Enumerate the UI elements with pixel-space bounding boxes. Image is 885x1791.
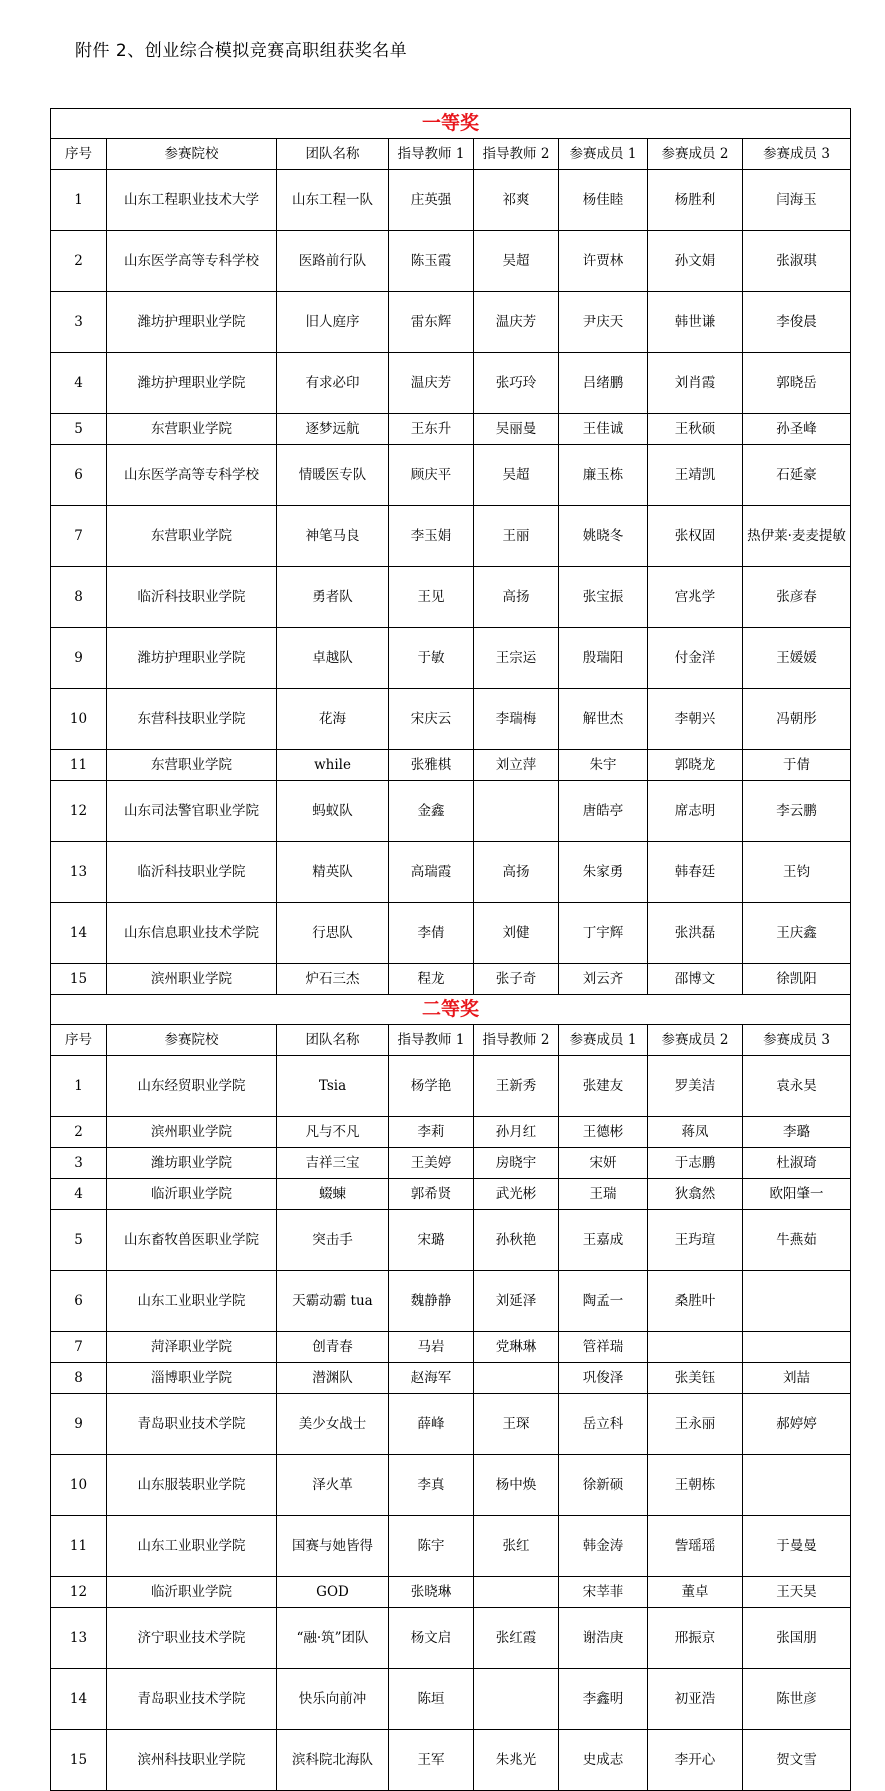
table-cell: 吕绪鹏 xyxy=(559,353,648,414)
table-cell: 武光彬 xyxy=(474,1179,559,1210)
table-cell: 医路前行队 xyxy=(277,231,389,292)
table-cell: 王琛 xyxy=(474,1394,559,1455)
table-cell: 党琳琳 xyxy=(474,1332,559,1363)
table-cell: 陈玉霞 xyxy=(389,231,474,292)
table-cell: 朱宇 xyxy=(559,750,648,781)
table-cell: 6 xyxy=(51,1271,107,1332)
table-cell: 12 xyxy=(51,781,107,842)
table-row xyxy=(51,1608,851,1669)
table-cell: 蚂蚁队 xyxy=(277,781,389,842)
table-cell: 14 xyxy=(51,903,107,964)
table-cell: 山东工程职业技术大学 xyxy=(107,170,277,231)
table-row xyxy=(51,445,851,506)
table-cell: 菏泽职业学院 xyxy=(107,1332,277,1363)
table-cell: 高瑞霞 xyxy=(389,842,474,903)
table-cell: 滨科院北海队 xyxy=(277,1730,389,1791)
table-cell: 王见 xyxy=(389,567,474,628)
column-header: 参赛成员 1 xyxy=(559,139,648,170)
table-cell: 泽火革 xyxy=(277,1455,389,1516)
table-cell: 吴超 xyxy=(474,445,559,506)
table-cell: 于志鹏 xyxy=(648,1148,743,1179)
table-cell: 精英队 xyxy=(277,842,389,903)
table-cell: 潍坊护理职业学院 xyxy=(107,628,277,689)
table-cell xyxy=(474,1363,559,1394)
table-cell: 东营职业学院 xyxy=(107,414,277,445)
table-row xyxy=(51,231,851,292)
table-cell: 朱家勇 xyxy=(559,842,648,903)
table-cell: 山东工程一队 xyxy=(277,170,389,231)
table-cell: 杜淑琦 xyxy=(743,1148,851,1179)
award-table xyxy=(50,108,851,1791)
table-cell: 李朝兴 xyxy=(648,689,743,750)
table-cell: 邵博文 xyxy=(648,964,743,995)
table-row xyxy=(51,1332,851,1363)
table-cell: 快乐向前冲 xyxy=(277,1669,389,1730)
table-row xyxy=(51,1516,851,1577)
table-cell: 殷瑞阳 xyxy=(559,628,648,689)
table-cell: 朱兆光 xyxy=(474,1730,559,1791)
table-cell: 张洪磊 xyxy=(648,903,743,964)
table-cell: 管祥瑞 xyxy=(559,1332,648,1363)
table-cell: 李莉 xyxy=(389,1117,474,1148)
table-cell: 顾庆平 xyxy=(389,445,474,506)
column-header: 指导教师 2 xyxy=(474,1025,559,1056)
column-header: 参赛成员 3 xyxy=(743,139,851,170)
table-cell: 孙月红 xyxy=(474,1117,559,1148)
table-cell: 李瑞梅 xyxy=(474,689,559,750)
table-cell: 程龙 xyxy=(389,964,474,995)
table-cell: 刘延泽 xyxy=(474,1271,559,1332)
table-cell: 许贾林 xyxy=(559,231,648,292)
table-cell: 李云鹏 xyxy=(743,781,851,842)
table-cell: 8 xyxy=(51,1363,107,1394)
table-cell: 王庆鑫 xyxy=(743,903,851,964)
table-cell: 13 xyxy=(51,1608,107,1669)
table-cell: 王媛媛 xyxy=(743,628,851,689)
table-cell: 王佳诚 xyxy=(559,414,648,445)
table-cell: 于敏 xyxy=(389,628,474,689)
table-cell: 情暖医专队 xyxy=(277,445,389,506)
table-cell: 东营科技职业学院 xyxy=(107,689,277,750)
table-cell: 山东医学高等专科学校 xyxy=(107,445,277,506)
table-cell: 巩俊泽 xyxy=(559,1363,648,1394)
table-cell: 11 xyxy=(51,1516,107,1577)
table-cell: 王瑞 xyxy=(559,1179,648,1210)
table-cell: 庄英强 xyxy=(389,170,474,231)
table-cell: 济宁职业技术学院 xyxy=(107,1608,277,1669)
table-cell: 宋璐 xyxy=(389,1210,474,1271)
table-cell: 王东升 xyxy=(389,414,474,445)
column-header: 参赛院校 xyxy=(107,139,277,170)
table-row xyxy=(51,1730,851,1791)
table-cell: 山东工业职业学院 xyxy=(107,1516,277,1577)
table-cell xyxy=(474,1669,559,1730)
table-cell: 杨文启 xyxy=(389,1608,474,1669)
table-cell: 徐新硕 xyxy=(559,1455,648,1516)
table-row xyxy=(51,1056,851,1117)
table-cell: 张晓琳 xyxy=(389,1577,474,1608)
table-cell: 张建友 xyxy=(559,1056,648,1117)
table-cell: 唐皓亭 xyxy=(559,781,648,842)
table-cell xyxy=(648,1332,743,1363)
table-cell: 赵海军 xyxy=(389,1363,474,1394)
table-cell: 郭晓龙 xyxy=(648,750,743,781)
table-cell: 滨州科技职业学院 xyxy=(107,1730,277,1791)
table-row xyxy=(51,1363,851,1394)
column-header: 团队名称 xyxy=(277,1025,389,1056)
table-cell: 9 xyxy=(51,1394,107,1455)
table-cell: “融·筑”团队 xyxy=(277,1608,389,1669)
table-cell: 韩春廷 xyxy=(648,842,743,903)
table-cell: 徐凯阳 xyxy=(743,964,851,995)
table-cell: 郭晓岳 xyxy=(743,353,851,414)
table-row xyxy=(51,567,851,628)
table-cell: while xyxy=(277,750,389,781)
table-cell: 山东畜牧兽医职业学院 xyxy=(107,1210,277,1271)
table-cell: 訾瑶瑶 xyxy=(648,1516,743,1577)
table-cell: 15 xyxy=(51,964,107,995)
table-cell: 王钧 xyxy=(743,842,851,903)
table-cell: 山东工业职业学院 xyxy=(107,1271,277,1332)
table-cell: 宋庆云 xyxy=(389,689,474,750)
column-header: 参赛成员 3 xyxy=(743,1025,851,1056)
column-header: 参赛成员 2 xyxy=(648,139,743,170)
table-cell: 临沂科技职业学院 xyxy=(107,842,277,903)
table-cell: 冯朝彤 xyxy=(743,689,851,750)
table-cell: 张彦春 xyxy=(743,567,851,628)
table-cell: 李开心 xyxy=(648,1730,743,1791)
table-cell: 山东司法警官职业学院 xyxy=(107,781,277,842)
table-cell: 张权固 xyxy=(648,506,743,567)
table-cell: 临沂科技职业学院 xyxy=(107,567,277,628)
table-cell: 房晓宇 xyxy=(474,1148,559,1179)
table-cell: 张美钰 xyxy=(648,1363,743,1394)
table-cell: 东营职业学院 xyxy=(107,750,277,781)
table-cell: 孙文娟 xyxy=(648,231,743,292)
table-cell: 王宗运 xyxy=(474,628,559,689)
section-title-row xyxy=(51,995,851,1025)
table-cell: 陈垣 xyxy=(389,1669,474,1730)
table-cell: 郭希贤 xyxy=(389,1179,474,1210)
table-cell: 7 xyxy=(51,506,107,567)
table-row xyxy=(51,781,851,842)
table-cell: 3 xyxy=(51,1148,107,1179)
table-cell xyxy=(474,781,559,842)
table-cell: 1 xyxy=(51,170,107,231)
table-row xyxy=(51,628,851,689)
table-cell: 初亚浩 xyxy=(648,1669,743,1730)
table-cell: 于倩 xyxy=(743,750,851,781)
table-cell: 14 xyxy=(51,1669,107,1730)
column-header: 序号 xyxy=(51,1025,107,1056)
header-row xyxy=(51,1025,851,1056)
column-header: 参赛成员 1 xyxy=(559,1025,648,1056)
table-cell: 尹庆天 xyxy=(559,292,648,353)
table-cell: 5 xyxy=(51,1210,107,1271)
table-cell: 石延豪 xyxy=(743,445,851,506)
table-cell: 10 xyxy=(51,689,107,750)
table-cell: 2 xyxy=(51,1117,107,1148)
table-cell: 炉石三杰 xyxy=(277,964,389,995)
table-cell: 旧人庭序 xyxy=(277,292,389,353)
table-cell: 姚晓冬 xyxy=(559,506,648,567)
document-title: 附件 2、创业综合模拟竞赛高职组获奖名单 xyxy=(75,41,408,61)
table-cell: 孙秋艳 xyxy=(474,1210,559,1271)
table-cell: 张红霞 xyxy=(474,1608,559,1669)
table-cell: 潜渊队 xyxy=(277,1363,389,1394)
table-cell: 东营职业学院 xyxy=(107,506,277,567)
table-cell: 刘立萍 xyxy=(474,750,559,781)
table-cell: 陈世彦 xyxy=(743,1669,851,1730)
table-row xyxy=(51,353,851,414)
table-cell: 罗美洁 xyxy=(648,1056,743,1117)
table-row xyxy=(51,1394,851,1455)
table-row xyxy=(51,1577,851,1608)
table-row xyxy=(51,1210,851,1271)
table-cell: 美少女战士 xyxy=(277,1394,389,1455)
table-cell: 滨州职业学院 xyxy=(107,1117,277,1148)
table-cell xyxy=(743,1271,851,1332)
table-cell: 张红 xyxy=(474,1516,559,1577)
table-cell: 11 xyxy=(51,750,107,781)
table-cell: 山东信息职业技术学院 xyxy=(107,903,277,964)
section-title-row xyxy=(51,109,851,139)
table-cell: 临沂职业学院 xyxy=(107,1179,277,1210)
table-cell: 董卓 xyxy=(648,1577,743,1608)
table-cell: 2 xyxy=(51,231,107,292)
table-row xyxy=(51,1179,851,1210)
table-cell: 温庆芳 xyxy=(389,353,474,414)
table-cell: 蝃蝀 xyxy=(277,1179,389,1210)
table-cell: 闫海玉 xyxy=(743,170,851,231)
table-cell: 廉玉栋 xyxy=(559,445,648,506)
table-cell: 祁爽 xyxy=(474,170,559,231)
section-title: 二等奖 xyxy=(51,995,851,1025)
table-cell: 王天昊 xyxy=(743,1577,851,1608)
table-cell: 王新秀 xyxy=(474,1056,559,1117)
table-cell: 谢浩庚 xyxy=(559,1608,648,1669)
table-cell xyxy=(474,1577,559,1608)
table-cell: 刘喆 xyxy=(743,1363,851,1394)
table-cell: 欧阳肇一 xyxy=(743,1179,851,1210)
table-cell: 潍坊职业学院 xyxy=(107,1148,277,1179)
table-cell: 山东服装职业学院 xyxy=(107,1455,277,1516)
table-cell: 解世杰 xyxy=(559,689,648,750)
table-cell: 潍坊护理职业学院 xyxy=(107,292,277,353)
table-row xyxy=(51,506,851,567)
table-row xyxy=(51,903,851,964)
table-cell: 滨州职业学院 xyxy=(107,964,277,995)
table-cell: 郝婷婷 xyxy=(743,1394,851,1455)
column-header: 参赛成员 2 xyxy=(648,1025,743,1056)
table-cell: 王秋硕 xyxy=(648,414,743,445)
table-cell: 突击手 xyxy=(277,1210,389,1271)
table-cell: 金鑫 xyxy=(389,781,474,842)
table-cell: 桑胜叶 xyxy=(648,1271,743,1332)
table-cell: 岳立科 xyxy=(559,1394,648,1455)
table-cell: 刘云齐 xyxy=(559,964,648,995)
table-cell: 刘肖霞 xyxy=(648,353,743,414)
table-cell: 神笔马良 xyxy=(277,506,389,567)
table-cell: 王军 xyxy=(389,1730,474,1791)
table-cell: 天霸动霸 tua xyxy=(277,1271,389,1332)
table-cell: 张子奇 xyxy=(474,964,559,995)
table-cell: 凡与不凡 xyxy=(277,1117,389,1148)
header-row xyxy=(51,139,851,170)
table-cell: 于曼曼 xyxy=(743,1516,851,1577)
table-cell: 张雅棋 xyxy=(389,750,474,781)
table-cell: 狄翕然 xyxy=(648,1179,743,1210)
table-cell: 吴超 xyxy=(474,231,559,292)
table-cell: 付金洋 xyxy=(648,628,743,689)
table-cell: 宫兆学 xyxy=(648,567,743,628)
table-cell: 高扬 xyxy=(474,842,559,903)
table-cell: 15 xyxy=(51,1730,107,1791)
column-header: 指导教师 1 xyxy=(389,139,474,170)
table-cell: 4 xyxy=(51,1179,107,1210)
table-row xyxy=(51,1455,851,1516)
table-cell: 席志明 xyxy=(648,781,743,842)
table-cell: 陶孟一 xyxy=(559,1271,648,1332)
table-cell: 贺文雪 xyxy=(743,1730,851,1791)
table-cell: 史成志 xyxy=(559,1730,648,1791)
table-cell: 潍坊护理职业学院 xyxy=(107,353,277,414)
column-header: 团队名称 xyxy=(277,139,389,170)
table-cell xyxy=(743,1332,851,1363)
table-cell: 3 xyxy=(51,292,107,353)
table-cell: 孙圣峰 xyxy=(743,414,851,445)
table-cell: 吴丽曼 xyxy=(474,414,559,445)
table-cell: 邢振京 xyxy=(648,1608,743,1669)
table-cell: 青岛职业技术学院 xyxy=(107,1669,277,1730)
table-cell: 花海 xyxy=(277,689,389,750)
table-cell: 马岩 xyxy=(389,1332,474,1363)
table-row xyxy=(51,1271,851,1332)
table-cell: 王嘉成 xyxy=(559,1210,648,1271)
table-cell: 韩世谦 xyxy=(648,292,743,353)
table-row xyxy=(51,750,851,781)
table-cell: Tsia xyxy=(277,1056,389,1117)
table-cell: 宋妍 xyxy=(559,1148,648,1179)
table-cell: 薛峰 xyxy=(389,1394,474,1455)
table-cell: 杨胜利 xyxy=(648,170,743,231)
table-cell: 雷东辉 xyxy=(389,292,474,353)
table-cell: 王玙瑄 xyxy=(648,1210,743,1271)
table-row xyxy=(51,1117,851,1148)
table-cell: 刘健 xyxy=(474,903,559,964)
column-header: 指导教师 2 xyxy=(474,139,559,170)
table-cell: 13 xyxy=(51,842,107,903)
table-cell: 国赛与她皆得 xyxy=(277,1516,389,1577)
table-cell: 9 xyxy=(51,628,107,689)
table-row xyxy=(51,292,851,353)
table-cell: 勇者队 xyxy=(277,567,389,628)
table-cell: 临沂职业学院 xyxy=(107,1577,277,1608)
table-cell: 创青春 xyxy=(277,1332,389,1363)
table-cell: 王美婷 xyxy=(389,1148,474,1179)
table-cell: 李倩 xyxy=(389,903,474,964)
table-cell: 王德彬 xyxy=(559,1117,648,1148)
table-cell: 山东医学高等专科学校 xyxy=(107,231,277,292)
table-cell: 卓越队 xyxy=(277,628,389,689)
table-cell: 李玉娟 xyxy=(389,506,474,567)
table-cell: 7 xyxy=(51,1332,107,1363)
table-cell: 4 xyxy=(51,353,107,414)
table-cell: 宋莘菲 xyxy=(559,1577,648,1608)
table-cell: 热伊莱·麦麦提敏 xyxy=(743,506,851,567)
table-cell: 12 xyxy=(51,1577,107,1608)
table-cell: 温庆芳 xyxy=(474,292,559,353)
table-cell: 6 xyxy=(51,445,107,506)
table-cell: 李璐 xyxy=(743,1117,851,1148)
table-cell: 李俊晨 xyxy=(743,292,851,353)
table-cell: 丁宇辉 xyxy=(559,903,648,964)
table-cell: 张巧玲 xyxy=(474,353,559,414)
table-cell: 杨佳睦 xyxy=(559,170,648,231)
table-cell: 5 xyxy=(51,414,107,445)
table-cell: 吉祥三宝 xyxy=(277,1148,389,1179)
section-title: 一等奖 xyxy=(51,109,851,139)
table-row xyxy=(51,1148,851,1179)
table-cell: 10 xyxy=(51,1455,107,1516)
table-cell: 山东经贸职业学院 xyxy=(107,1056,277,1117)
table-cell: 张宝振 xyxy=(559,567,648,628)
table-cell: 高扬 xyxy=(474,567,559,628)
table-cell: 逐梦远航 xyxy=(277,414,389,445)
table-cell: 杨中焕 xyxy=(474,1455,559,1516)
table-cell: 1 xyxy=(51,1056,107,1117)
table-cell: 牛燕茹 xyxy=(743,1210,851,1271)
table-row xyxy=(51,689,851,750)
table-row xyxy=(51,414,851,445)
table-cell: 王丽 xyxy=(474,506,559,567)
table-cell: 有求必印 xyxy=(277,353,389,414)
table-cell: 8 xyxy=(51,567,107,628)
table-row xyxy=(51,842,851,903)
column-header: 序号 xyxy=(51,139,107,170)
column-header: 参赛院校 xyxy=(107,1025,277,1056)
table-cell: 蒋凤 xyxy=(648,1117,743,1148)
table-cell: 张国朋 xyxy=(743,1608,851,1669)
table-cell: 韩金涛 xyxy=(559,1516,648,1577)
table-cell: 王永丽 xyxy=(648,1394,743,1455)
table-row xyxy=(51,170,851,231)
table-cell: 青岛职业技术学院 xyxy=(107,1394,277,1455)
table-cell: 李真 xyxy=(389,1455,474,1516)
column-header: 指导教师 1 xyxy=(389,1025,474,1056)
table-cell: 淄博职业学院 xyxy=(107,1363,277,1394)
table-cell: GOD xyxy=(277,1577,389,1608)
table-row xyxy=(51,1669,851,1730)
table-row xyxy=(51,964,851,995)
table-cell: 杨学艳 xyxy=(389,1056,474,1117)
table-cell xyxy=(743,1455,851,1516)
table-cell: 张淑琪 xyxy=(743,231,851,292)
table-cell: 行思队 xyxy=(277,903,389,964)
table-cell: 魏静静 xyxy=(389,1271,474,1332)
table-cell: 陈宇 xyxy=(389,1516,474,1577)
table-cell: 李鑫明 xyxy=(559,1669,648,1730)
table-cell: 王朝栋 xyxy=(648,1455,743,1516)
table-cell: 袁永昊 xyxy=(743,1056,851,1117)
table-cell: 王靖凯 xyxy=(648,445,743,506)
